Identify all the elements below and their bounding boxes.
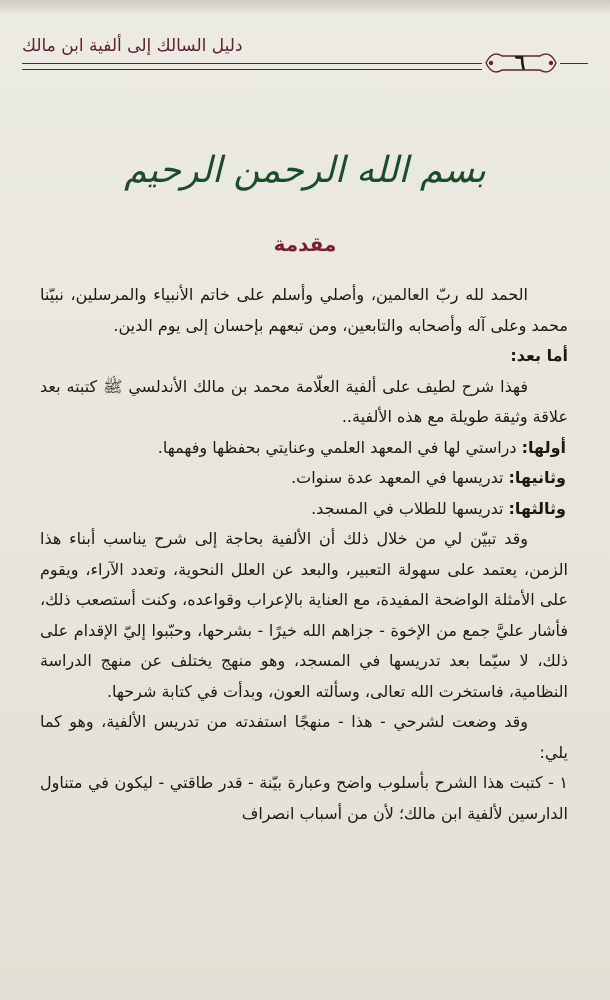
page-number: ٦ (514, 50, 526, 74)
list-item-third-lead: وثالثها: (508, 498, 566, 518)
list-item-first-lead: أولها: (521, 437, 566, 457)
page-top-shadow (0, 0, 610, 14)
list-item-second-lead: وثانيها: (508, 468, 566, 487)
header-rule-secondary (22, 69, 482, 70)
list-item-third (40, 494, 568, 525)
paragraph-opening: الحمد لله ربّ العالمين، وأصلي وأسلم على خاتم الأنبياء والمرسلين، نبيّنا محمد وعلى آله وأصحابه والتابعين، ومن تبعهم بإحسان إلى يوم الدين. (40, 285, 568, 335)
list-item-second (40, 463, 568, 494)
header-rule-tail (560, 63, 588, 64)
body-text (40, 280, 568, 829)
running-title: دليل السالك إلى ألفية ابن مالك (22, 36, 243, 56)
header-rule (22, 63, 482, 64)
basmala-calligraphy: بسم الله الرحمن الرحيم (124, 150, 486, 191)
section-title: مقدمة (273, 232, 337, 256)
list-item-first (40, 433, 568, 464)
paragraph-intro: فهذا شرح لطيف على ألفية العلّامة محمد بن مالك الأندلسي ﷺ كتبته بعد علاقة وثيقة طويلة مع هذه الألفية.. (40, 376, 568, 426)
list-item-second-text: تدريسها في المعهد عدة سنوات. (291, 468, 509, 487)
page-header (22, 36, 588, 86)
paragraph-reason: وقد تبيّن لي من خلال ذلك أن الألفية بحاجة إلى شرح يناسب أبناء هذا الزمن، يعتمد على سهولة التعبير، والبعد عن العلل النحوية، وتعدد الآراء، ويقوم على الأمثلة الواضحة المفيدة، مع العناية بالإعراب وقواعده، وكنت أستصعب ذلك، فأشار عليَّ جمع من الإخوة - جزاهم الله خيرًا - بشرحها، وحبّبوا إليّ الإقدام على ذلك، لا سيّما بعد تدريسها في المسجد، وهو منهج يختلف عن منهج الدراسة النظامية، فاستخرت الله تعالى، وسألته العون، وبدأت في كتابة شرحها. (40, 529, 568, 701)
amma-bad-heading: أما بعد: (510, 346, 568, 365)
paragraph-method: وقد وضعت لشرحي - هذا - منهجًا استفدته من تدريس الألفية، وهو كما يلي: (40, 712, 568, 762)
paragraph-method-item-1: ١ - كتبت هذا الشرح بأسلوب واضح وعبارة بيّنة - قدر طاقتي - ليكون في متناول الدارسين لألفية ابن مالك؛ لأن من أسباب انصراف (40, 773, 568, 823)
list-item-first-text: دراستي لها في المعهد العلمي وعنايتي بحفظها وفهمها. (157, 437, 522, 457)
list-item-third-text: تدريسها للطلاب في المسجد. (311, 498, 509, 518)
